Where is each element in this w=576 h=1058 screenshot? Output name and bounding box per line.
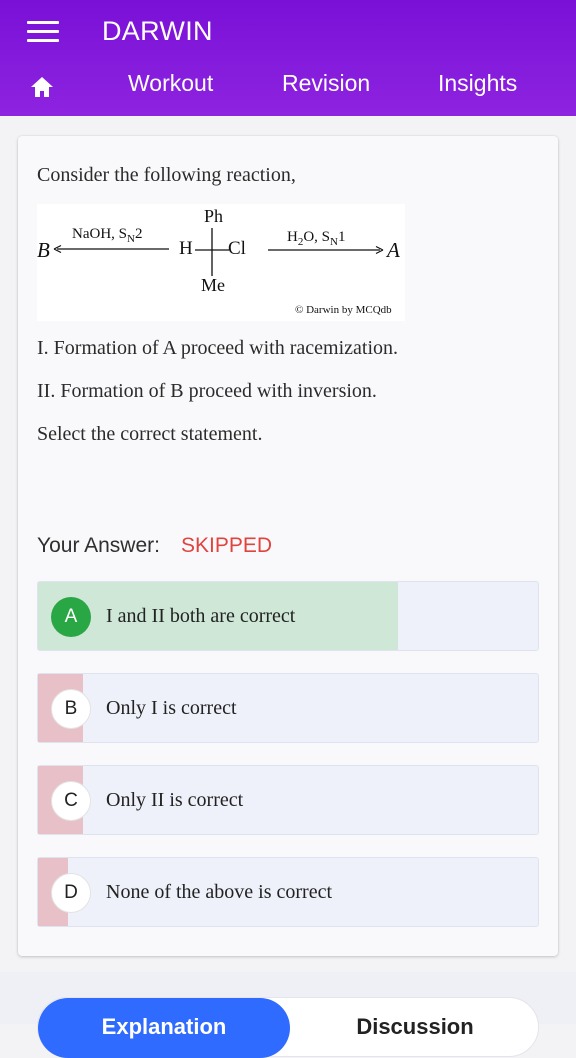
option-b-text: Only I is correct xyxy=(106,697,237,719)
right-arrow-icon xyxy=(266,245,386,255)
option-a-badge: A xyxy=(51,597,91,637)
option-c-text: Only II is correct xyxy=(106,789,244,811)
option-c-badge: C xyxy=(51,781,91,821)
answer-status: SKIPPED xyxy=(181,534,273,557)
tab-insights[interactable]: Insights xyxy=(438,70,518,96)
tab-revision[interactable]: Revision xyxy=(282,70,371,96)
question-prompt: Select the correct statement. xyxy=(37,423,263,445)
left-reagent: NaOH, $S_N2$ xyxy=(72,226,143,245)
left-arrow-icon xyxy=(53,244,171,254)
option-c[interactable] xyxy=(37,765,539,835)
option-b[interactable] xyxy=(37,673,539,743)
statement-1: I. Formation of A proceed with racemization. xyxy=(37,337,399,359)
question-intro: Consider the following reaction, xyxy=(37,164,296,186)
bottom-group-label: Me xyxy=(201,275,225,295)
product-b-label: B xyxy=(37,238,50,262)
watermark-text: © Darwin by MCQdb xyxy=(295,304,392,316)
reaction-diagram xyxy=(37,204,405,321)
question-card xyxy=(18,136,558,956)
right-atom-label: Cl xyxy=(228,238,246,259)
hamburger-menu-icon[interactable] xyxy=(27,21,59,45)
fischer-cross-icon xyxy=(192,228,232,278)
option-d-text: None of the above is correct xyxy=(106,881,333,903)
top-group-label: Ph xyxy=(204,206,224,226)
left-atom-label: H xyxy=(179,238,193,259)
app-header xyxy=(0,0,576,116)
home-icon[interactable] xyxy=(28,74,56,100)
app-title: DARWIN xyxy=(102,16,213,46)
right-reagent: $H_2O$, $S_N1$ xyxy=(287,229,346,248)
option-d-badge: D xyxy=(51,873,91,913)
option-d[interactable] xyxy=(37,857,539,927)
tab-explanation[interactable]: Explanation xyxy=(38,998,290,1058)
option-a-text: I and II both are correct xyxy=(106,605,296,627)
your-answer-label: Your Answer: xyxy=(37,534,160,557)
tab-discussion[interactable]: Discussion xyxy=(356,1014,474,1039)
bottom-tabs xyxy=(37,997,539,1057)
option-a[interactable] xyxy=(37,581,539,651)
tab-workout[interactable]: Workout xyxy=(128,70,214,96)
statement-2: II. Formation of B proceed with inversion. xyxy=(37,380,377,402)
option-b-badge: B xyxy=(51,689,91,729)
product-a-label: A xyxy=(387,238,400,262)
